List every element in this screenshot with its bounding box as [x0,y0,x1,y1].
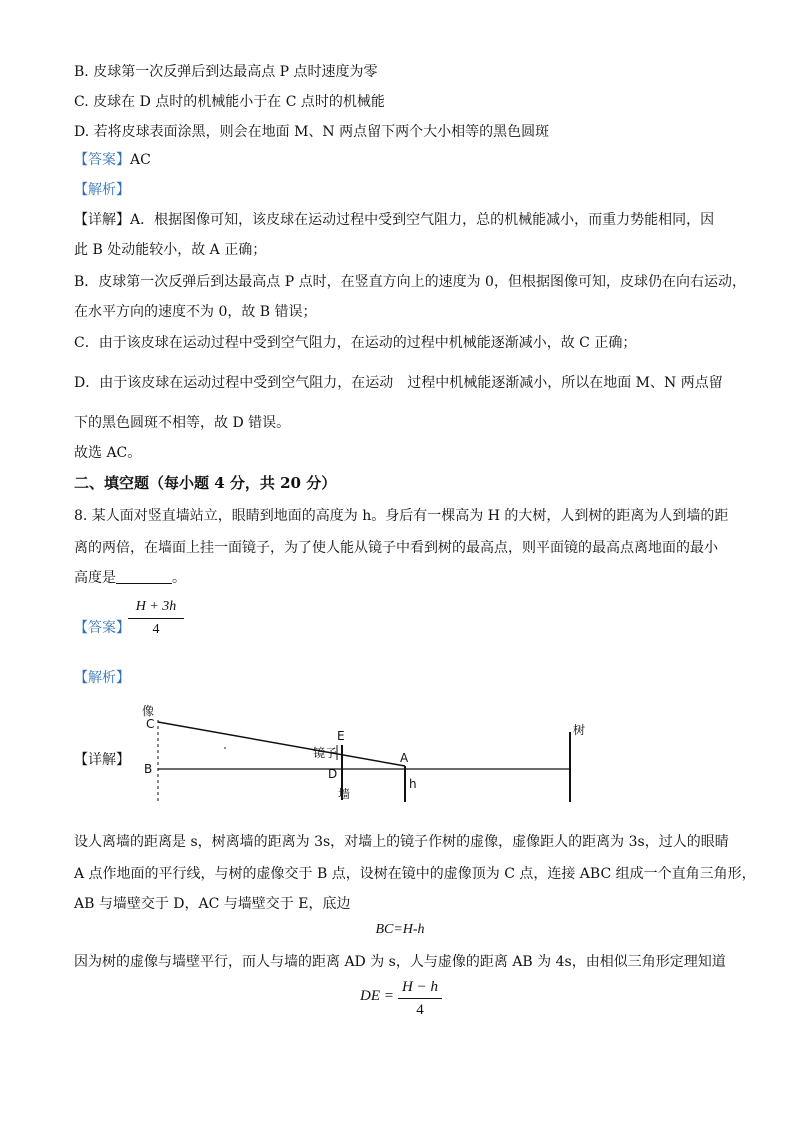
answer-7 [74,150,151,170]
answer-label: 【答案】 [74,152,130,168]
question-8-line-1: 8. 某人面对竖直墙站立，眼睛到地面的高度为 h。身后有一棵高为 H 的大树，人到树的距离为人到墙的距 [74,508,729,524]
detail-7-line-2: 此 B 处动能较小，故 A 正确； [74,242,267,258]
answer-8-label: 【答案】 [74,620,130,636]
detail-7-line-6: D．由于该皮球在运动过程中受到空气阻力，在运动 过程中机械能逐渐减小，所以在地面 M、N 两点留 [74,375,723,391]
body-8-line-3: AB 与墙壁交于 D，AC 与墙壁交于 E，底边 [74,896,351,912]
label-c: C [146,717,155,731]
label-tree: 树 [573,723,586,737]
answer-value: AC [130,152,151,168]
label-h: h [409,777,417,791]
label-mirror: 镜子 [313,746,338,760]
mirror-tree-diagram [130,700,600,810]
question-8-end: 。 [172,570,186,586]
dot-mark [224,747,226,749]
answer-8-fraction [128,596,184,641]
body-8-line-4: 因为树的虚像与墙壁平行，而人与墙的距离 AD 为 s，人与虚像的距离 AB 为 4s，由相似三角形定理知道 [74,954,726,970]
de-numerator: H − h [402,979,438,995]
equation-de-lhs: DE = [360,988,394,1004]
label-d: D [328,767,338,781]
equation-de-fraction [398,976,442,1021]
detail-8-label: 【详解】 [74,752,130,768]
question-8-line-2: 离的两倍，在墙面上挂一面镜子，为了使人能从镜子中看到树的最高点，则平面镜的最高点离地面的最小 [74,540,718,556]
detail-7-line-4: 在水平方向的速度不为 0，故 B 错误； [74,304,317,320]
body-8-line-1: 设人离墙的距离是 s，树离墙的距离为 3s，对墙上的镜子作树的虚像，虚像距人的距离为 3s，过人的眼睛 [74,834,729,850]
section-heading: 二、填空题（每小题 4 分，共 20 分） [74,474,337,492]
de-denominator: 4 [416,1002,424,1018]
label-a: A [400,751,409,765]
question-8-text: 高度是 [74,570,116,586]
label-b: B [144,762,153,776]
answer-blank [116,569,172,584]
option-c: C. 皮球在 D 点时的机械能小于在 C 点时的机械能 [74,94,385,110]
option-b: B. 皮球第一次反弹后到达最高点 P 点时速度为零 [74,64,378,80]
fraction-numerator: H + 3h [135,599,177,614]
body-8-line-2: A 点作地面的平行线，与树的虚像交于 B 点，设树在镜中的虚像顶为 C 点，连接 ABC 组成一个直角三角形， [74,866,756,882]
detail-7-line-7: 下的黑色圆斑不相等，故 D 错误。 [74,415,291,431]
detail-7-line-8: 故选 AC。 [74,445,142,461]
label-e: E [337,729,345,743]
option-d: D. 若将皮球表面涂黑，则会在地面 M、N 两点留下两个大小相等的黑色圆斑 [74,124,550,140]
fraction-denominator: 4 [152,622,160,637]
analysis-8-label: 【解析】 [74,670,130,686]
label-wall: 墙 [338,787,351,801]
detail-7-line-3: B．皮球第一次反弹后到达最高点 P 点时，在竖直方向上的速度为 0，但根据图像可知，皮球仍在向右运动， [74,274,746,290]
detail-7-line-5: C．由于该皮球在运动过程中受到空气阻力，在运动的过程中机械能逐渐减小，故 C 正确； [74,335,637,351]
line-ca [158,722,405,766]
question-8-line-3 [74,568,186,588]
equation-bc: BC=H-h [375,922,425,937]
analysis-label: 【解析】 [74,182,130,198]
label-image: 像 [142,704,155,718]
detail-7-line-1: 【详解】A．根据图像可知，该皮球在运动过程中受到空气阻力，总的机械能减小，而重力势能相同，因 [74,212,715,228]
